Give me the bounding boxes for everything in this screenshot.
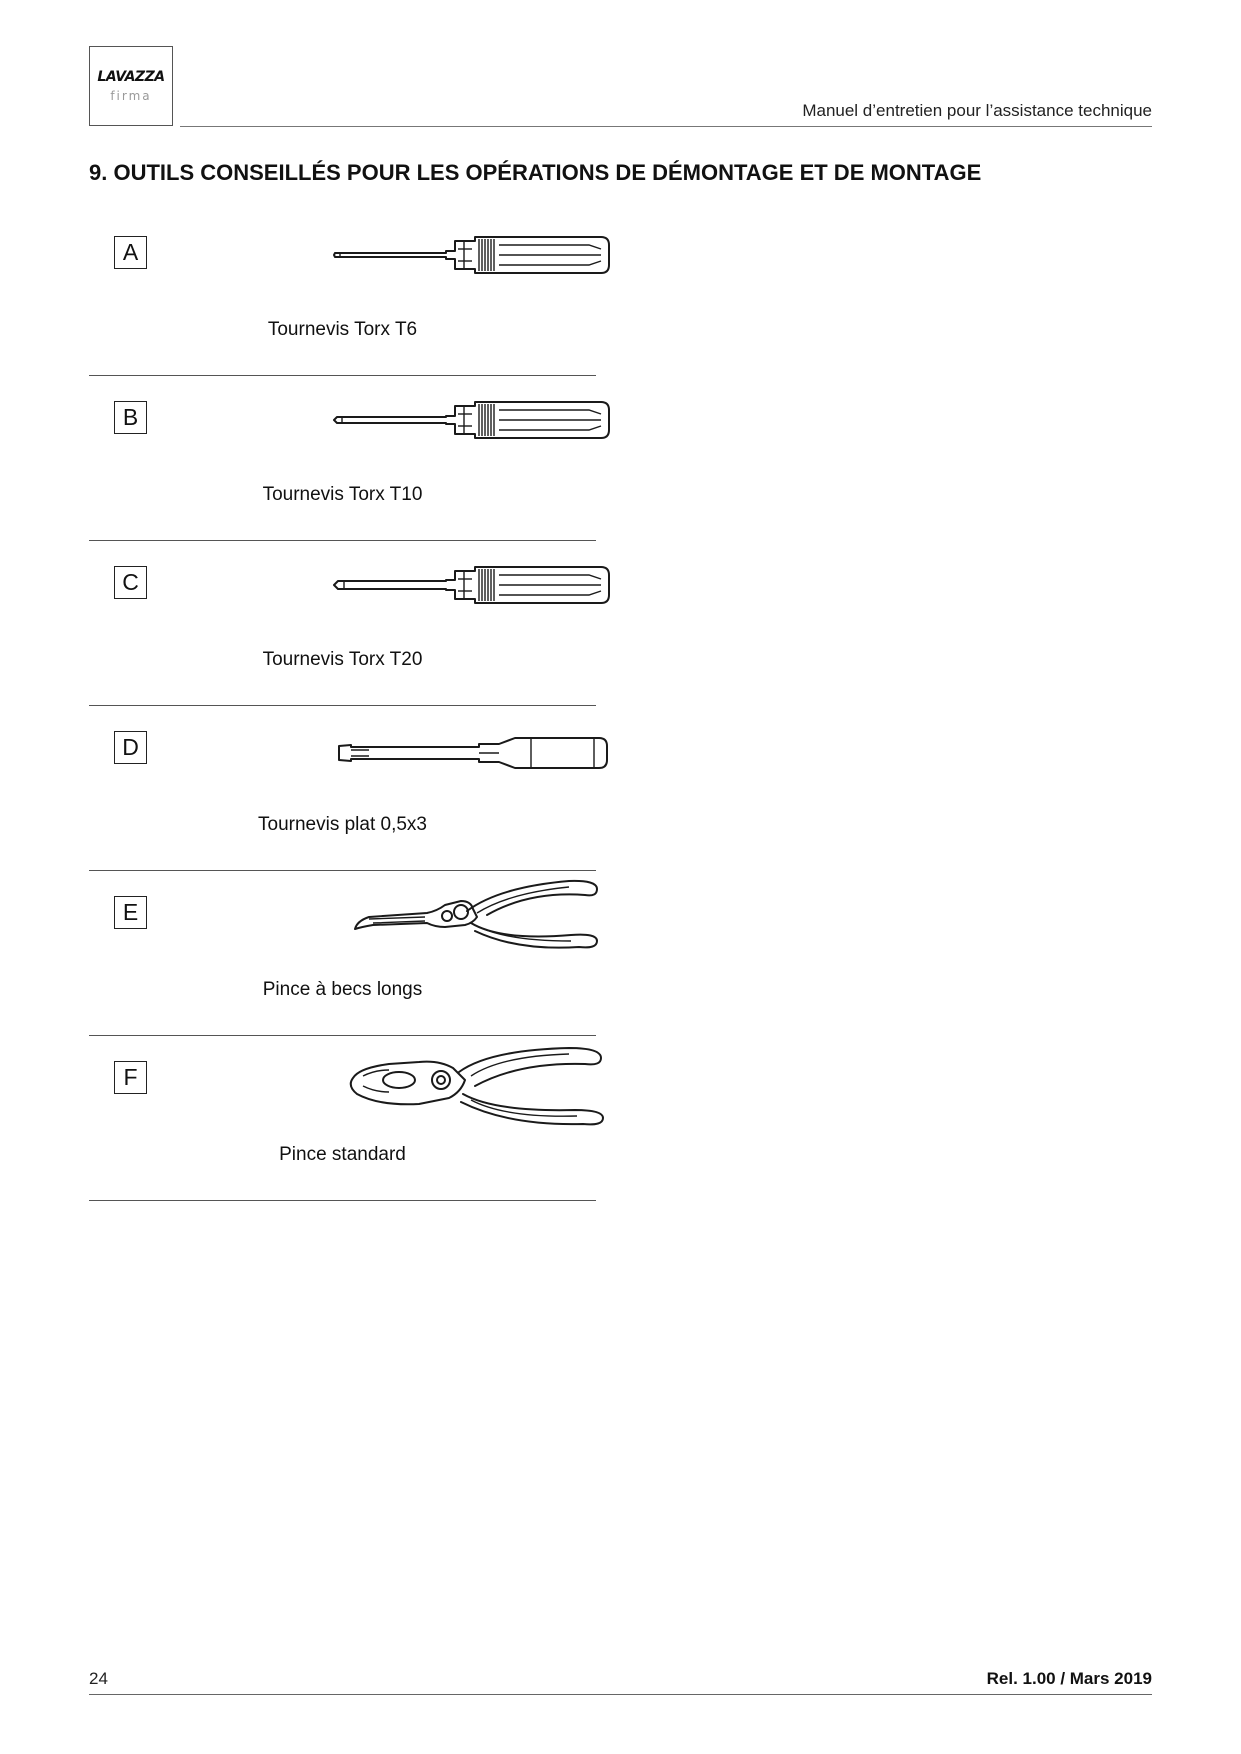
tool-letter-box: A: [114, 236, 147, 269]
tool-row-d: [89, 706, 596, 871]
manual-title: Manuel d’entretien pour l’assistance technique: [802, 101, 1152, 120]
tool-caption: Tournevis Torx T10: [262, 484, 423, 505]
tool-row-b: [89, 376, 596, 541]
tool-caption: Pince à becs longs: [262, 979, 423, 1000]
torx-screwdriver-icon: [239, 376, 539, 486]
header-divider: [180, 126, 1152, 127]
tool-letter-box: D: [114, 731, 147, 764]
lavazza-firma-logo: [89, 46, 173, 126]
logo-brand-text: LAVAZZA: [97, 69, 165, 85]
tool-letter-box: C: [114, 566, 147, 599]
tool-row-e: [89, 871, 596, 1036]
release-info: Rel. 1.00 / Mars 2019: [986, 1669, 1152, 1688]
torx-screwdriver-icon: [239, 541, 539, 651]
tool-letter-box: E: [114, 896, 147, 929]
tool-caption: Pince standard: [279, 1144, 406, 1165]
section-title: 9. OUTILS CONSEILLÉS POUR LES OPÉRATIONS DE DÉMONTAGE ET DE MONTAGE: [89, 160, 982, 185]
tool-caption: Tournevis plat 0,5x3: [258, 814, 427, 835]
logo-sub-text: firma: [110, 89, 152, 103]
tool-letter-box: B: [114, 401, 147, 434]
tool-row-a: [89, 211, 596, 376]
long-nose-pliers-icon: [239, 871, 539, 981]
tool-caption: Tournevis Torx T6: [267, 319, 418, 340]
tool-row-f: [89, 1036, 596, 1201]
standard-pliers-icon: [239, 1036, 539, 1146]
tool-caption: Tournevis Torx T20: [262, 649, 423, 670]
tool-letter-box: F: [114, 1061, 147, 1094]
page-number: 24: [89, 1669, 108, 1688]
tool-row-c: [89, 541, 596, 706]
flat-screwdriver-icon: [239, 706, 539, 816]
torx-screwdriver-icon: [239, 211, 539, 321]
footer-divider: [89, 1694, 1152, 1695]
